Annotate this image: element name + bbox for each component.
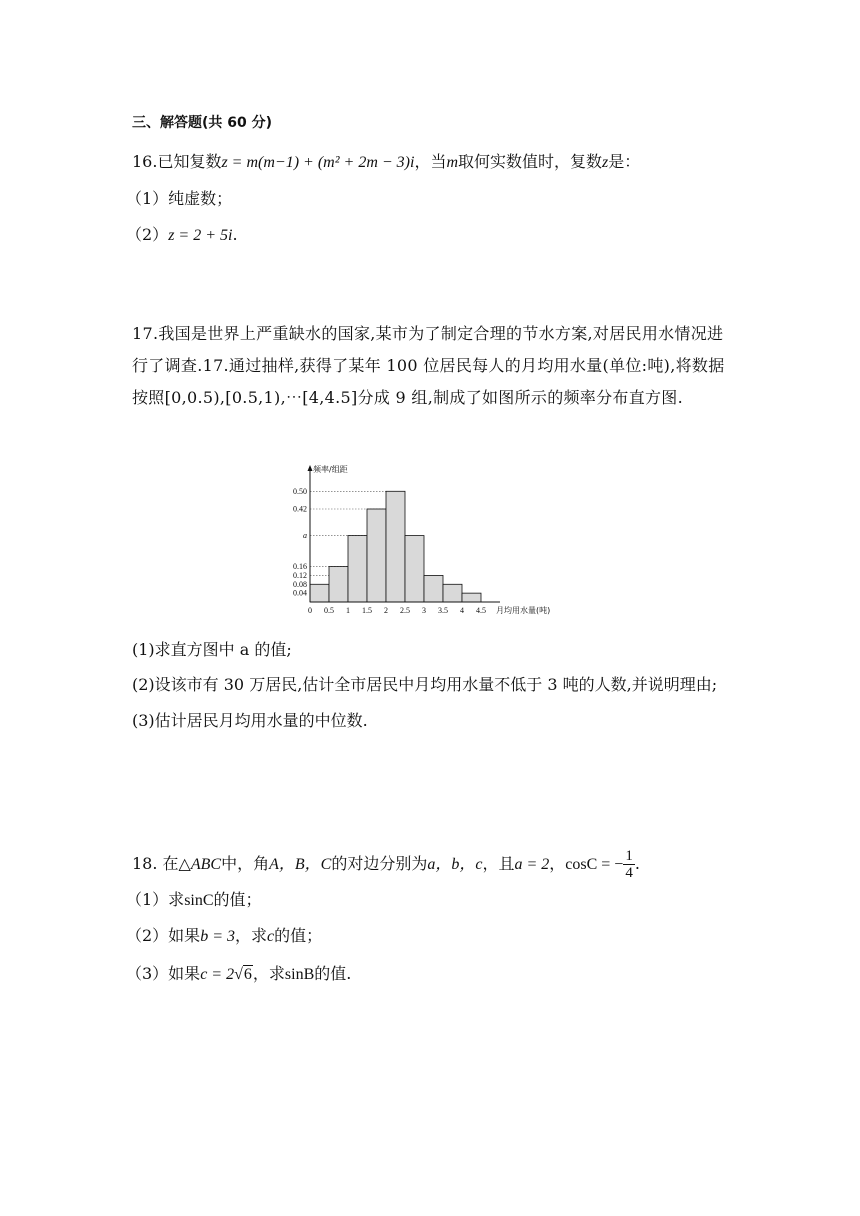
x-tick-label: 4 — [460, 606, 464, 615]
histogram-bar — [405, 536, 424, 602]
q18-sub3-expr-b: sinB — [284, 966, 315, 983]
q18-stem-mid3: ，且 — [482, 854, 515, 873]
sqrt-sign: √ — [234, 966, 243, 983]
q16-formula: z = m(m−1) + (m² + 2m − 3)i — [221, 154, 415, 171]
q18-sub3-radicand: 6 — [243, 966, 252, 983]
y-tick-label: 0.12 — [293, 570, 307, 580]
q18-sub3-expr-a: c = 2 — [200, 966, 235, 983]
q16-var-z: z — [602, 154, 609, 171]
x-tick-label: 3.5 — [438, 606, 448, 615]
histogram-bar — [310, 584, 329, 602]
y-tick-label: 0.08 — [293, 579, 307, 589]
q18-stem — [132, 848, 640, 881]
q18-sub2-prefix: （2）如果 — [126, 926, 201, 945]
y-tick-label: 0.42 — [293, 504, 307, 514]
q16-sub2-formula: z = 2 + 5i — [168, 227, 233, 244]
histogram-bar — [367, 509, 386, 602]
x-tick-label: 0 — [308, 606, 312, 615]
histogram-bar — [462, 593, 481, 602]
q17-sub2: (2)设该市有 30 万居民,估计全市居民中月均用水量不低于 3 吨的人数,并说明理由; — [132, 675, 718, 694]
q18-sub1-expr: sinC — [184, 892, 214, 909]
q18-sub2 — [126, 925, 322, 948]
x-tick-labels — [308, 606, 486, 615]
q17-sub3: (3)估计居民月均用水量的中位数. — [132, 711, 368, 730]
y-tick-label: 0.04 — [293, 588, 307, 598]
q16-sub2-label: （2） — [126, 225, 169, 244]
histogram-bar — [329, 567, 348, 602]
histogram-bars — [310, 491, 481, 602]
histogram-bar — [424, 575, 443, 602]
x-tick-label: 4.5 — [476, 606, 486, 615]
histogram-bar — [386, 491, 405, 602]
q16-sub2 — [126, 224, 238, 247]
y-axis-label: 频率/组距 — [313, 465, 348, 474]
q16-var-m: m — [446, 154, 459, 171]
q18-sub2-end: 的值； — [274, 926, 323, 945]
q18-sub3-mid: ，求 — [252, 964, 285, 983]
y-tick-label: 0.50 — [293, 486, 307, 496]
q18-cond2: cosC = − — [565, 856, 624, 873]
q16-stem-end: 是： — [608, 152, 641, 171]
q18-cond1: a = 2 — [514, 856, 550, 873]
q18-sides: a，b，c — [427, 856, 483, 873]
q18-sub2-expr: b = 3 — [200, 928, 235, 945]
q18-sub1 — [126, 889, 262, 912]
x-tick-label: 3 — [422, 606, 426, 615]
histogram-bar — [348, 536, 367, 602]
q18-sub2-mid: ，求 — [234, 926, 267, 945]
water-usage-histogram — [280, 462, 590, 622]
fraction-numerator: 1 — [625, 848, 633, 864]
q16-stem-prefix: 16.已知复数 — [132, 152, 222, 171]
q16-stem — [132, 151, 640, 174]
q18-stem-end: . — [634, 854, 640, 873]
fraction-denominator: 4 — [625, 865, 633, 881]
histogram-bar — [443, 584, 462, 602]
q18-sub1-prefix: （1）求 — [126, 890, 185, 909]
q18-fraction — [623, 848, 635, 881]
q18-comma: ， — [549, 854, 566, 873]
q18-angles: A，B，C — [269, 856, 332, 873]
y-axis-arrow — [308, 465, 313, 471]
x-tick-label: 1.5 — [362, 606, 372, 615]
q18-sub3 — [126, 963, 351, 986]
q16-stem-suffix: 取何实数值时，复数 — [458, 152, 603, 171]
q16-stem-mid: ，当 — [414, 152, 447, 171]
x-axis-label: 月均用水量(吨) — [496, 606, 551, 615]
q16-sub1: （1）纯虚数； — [126, 189, 233, 208]
q18-stem-prefix: 18. 在 — [132, 854, 179, 873]
q18-sub2-var: c — [267, 928, 275, 945]
x-tick-label: 0.5 — [324, 606, 334, 615]
x-tick-label: 2 — [384, 606, 388, 615]
q18-stem-mid2: 的对边分别为 — [331, 854, 428, 873]
x-tick-label: 1 — [346, 606, 350, 615]
y-tick-label: 0.16 — [293, 562, 307, 572]
q18-sub3-prefix: （3）如果 — [126, 964, 201, 983]
q18-stem-mid: 中，角 — [221, 854, 270, 873]
section-title: 三、解答题(共 60 分) — [132, 115, 273, 131]
q18-sub3-end: 的值. — [314, 964, 352, 983]
q18-triangle: △ABC — [178, 856, 222, 873]
q18-sub1-end: 的值； — [213, 890, 262, 909]
x-tick-label: 2.5 — [400, 606, 410, 615]
q17-paragraph: 17.我国是世界上严重缺水的国家,某市为了制定合理的节水方案,对居民用水情况进行了调查.17.通过抽样,获得了某年 100 位居民每人的月均用水量(单位:吨),将数据按照[0,0.5),[0.5,1),⋯[4,4.5]分成 9 组,制成了如图所示的频率分布直方图. — [132, 324, 725, 407]
q17-sub1: (1)求直方图中 a 的值; — [132, 640, 292, 659]
y-tick-label: a — [303, 531, 307, 541]
q16-sub2-end: . — [232, 225, 238, 244]
y-tick-labels — [293, 487, 307, 598]
